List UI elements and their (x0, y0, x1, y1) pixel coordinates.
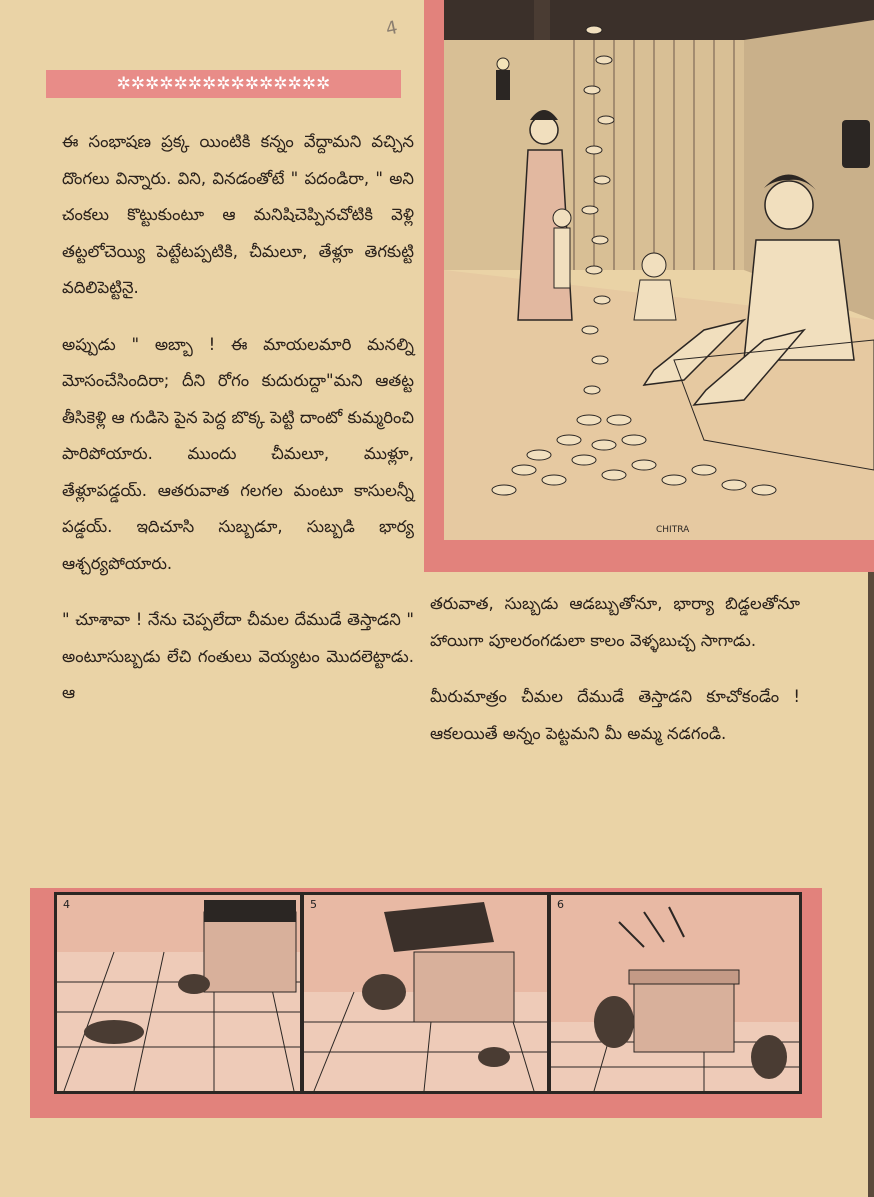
paragraph: అప్పుడు " అబ్బా ! ఈ మాయలమారి మనల్ని మోసంచేసిందిరా; దీని రోగం కుదురుద్దా"మని ఆతట్ట తీసికెళ్లి ఆ గుడిసె పైన పెద్ద బొక్క పెట్టి దాంటో కుమ్మరించి పారిపోయారు. ముందు చీమలూ, ముళ్లూ, తేళ్లూపడ్డయ్. ఆతరువాత గలగల మంటూ కాసులన్నీ పడ్డయ్. ఇదిచూసి సుబ్బడూ, సుబ్బడి భార్య ఆశ్చర్యపోయారు. (62, 334, 414, 573)
comic-strip (30, 888, 822, 1118)
paragraph: మీరుమాత్రం చీమల దేముడే తెస్తాడని కూచోకండేం ! ఆకలయితే అన్నం పెట్టమని మీ అమ్మ నడగండి. (430, 687, 800, 743)
left-text-column (62, 124, 414, 732)
comic-panel-5 (304, 895, 547, 1091)
right-text-column (430, 586, 800, 772)
panel-number: 4 (63, 898, 70, 911)
panel-number: 5 (310, 898, 317, 911)
comic-panel-4 (57, 895, 300, 1091)
page-number: 4 (383, 17, 400, 40)
illustration-signature: CHITRA (656, 525, 690, 535)
story-illustration (424, 0, 874, 572)
paragraph: తరువాత, సుబ్బడు ఆడబ్బుతోనూ, భార్యా బిడ్డలతోనూ హాయిగా పూలరంగడులా కాలం వెళ్ళబుచ్చ సాగాడు. (430, 594, 800, 650)
ornament-divider: ✲✲✲✲✲✲✲✲✲✲✲✲✲✲✲ (46, 70, 401, 98)
panel-number: 6 (557, 898, 564, 911)
comic-panel-6 (551, 895, 799, 1091)
comic-strip-artwork (54, 892, 802, 1094)
illustration-artwork (444, 0, 874, 540)
paragraph: " చూశావా ! నేను చెప్పలేదా చీమల దేముడే తెస్తాడని " అంటూసుబ్బడు లేచి గంతులు వెయ్యటం మొదలెట్టాడు. ఆ (62, 610, 414, 702)
paragraph: ఈ సంభాషణ ప్రక్క యింటికి కన్నం వేద్దామని వచ్చిన దొంగలు విన్నారు. విని, వినడంతోటే " పదండిరా, " అని చంకలు కొట్టుకుంటూ ఆ మనిషిచెప్పినచోటికి వెళ్లి తట్టలోచెయ్యి పెట్టేటప్పటికి, చీమలూ, తేళ్లూ తెగకుట్టి వదిలిపెట్టినై. (62, 132, 414, 297)
